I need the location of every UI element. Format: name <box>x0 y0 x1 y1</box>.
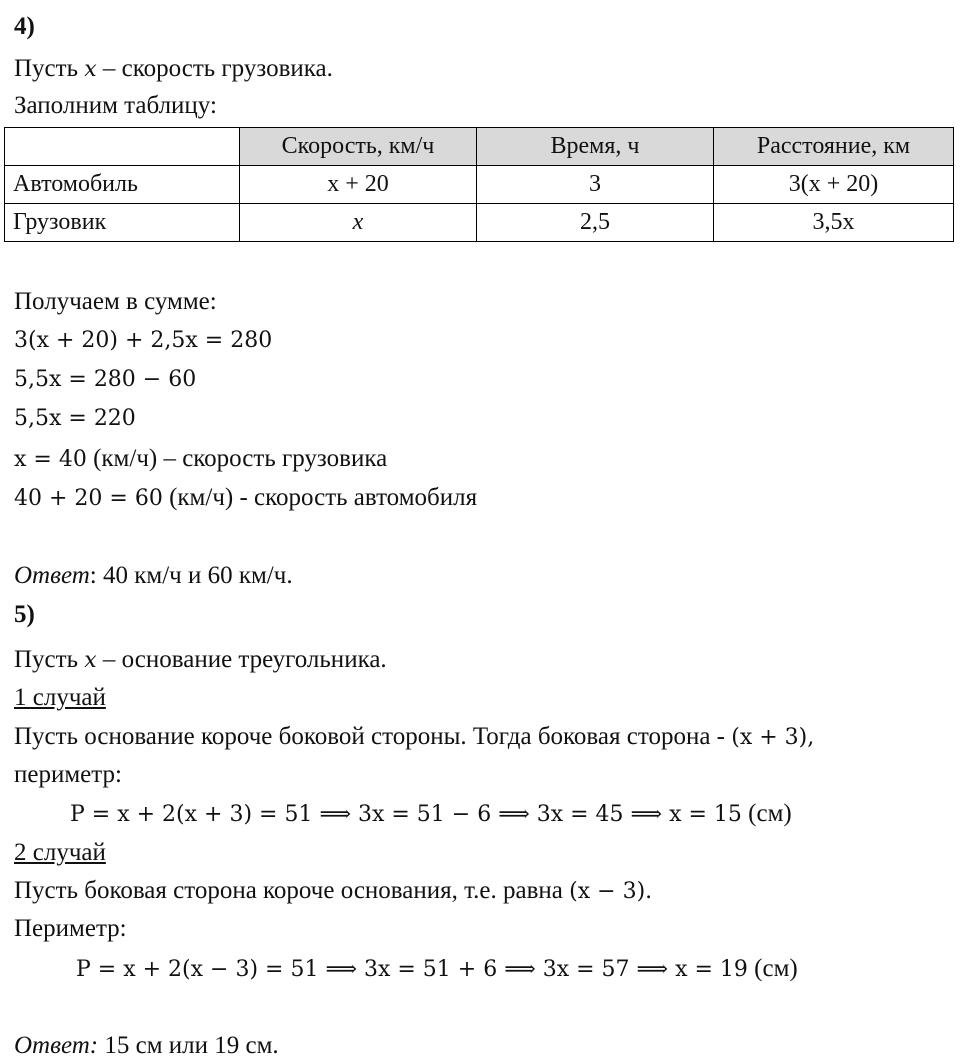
p5-case-1-expr: (x + 3), <box>731 725 815 750</box>
p5-answer-label: Ответ: <box>14 1032 99 1059</box>
p5-case-2-equation <box>76 954 798 985</box>
p5-case-1-unit: (см) <box>741 800 792 827</box>
problem-5-number: 5) <box>14 601 35 628</box>
p5-answer-text: 15 см или 19 см. <box>98 1032 279 1059</box>
problem-4-number: 4) <box>14 13 35 40</box>
table-header-cell <box>5 128 240 166</box>
p4-equation-5-text: (км/ч) - скорость автомобиля <box>162 484 478 511</box>
p4-let-statement <box>14 54 333 85</box>
p5-let-statement <box>14 645 387 676</box>
table-cell: Грузовик <box>5 204 240 242</box>
p4-fill-table-label: Заполним таблицу: <box>14 92 217 119</box>
p5-case-2-equation-math: P = x + 2(x − 3) = 51 ⟹ 3x = 51 + 6 ⟹ 3x = 57 ⟹ x = 19 <box>76 957 748 982</box>
speed-time-distance-table <box>4 127 954 242</box>
p5-case-2-title: 2 случай <box>14 839 106 866</box>
p4-answer-text: : 40 км/ч и 60 км/ч. <box>89 562 293 589</box>
table-cell: 3 <box>477 166 714 204</box>
table-header-cell: Время, ч <box>477 128 714 166</box>
p4-answer <box>14 561 293 591</box>
p5-case-2-unit: (см) <box>747 955 798 982</box>
p5-answer <box>14 1031 279 1061</box>
p5-case-1-equation-math: P = x + 2(x + 3) = 51 ⟹ 3x = 51 − 6 ⟹ 3x = 45 ⟹ x = 15 <box>70 802 742 827</box>
p4-equation-1: 3(x + 20) + 2,5x = 280 <box>14 328 273 353</box>
table-header-row <box>5 128 954 166</box>
p5-case-1-title: 1 случай <box>14 684 106 711</box>
p4-equation-4-math: x = 40 <box>14 447 87 472</box>
table-row <box>5 166 954 204</box>
table-cell: x + 20 <box>240 166 477 204</box>
p5-let-var: x <box>84 648 97 673</box>
p5-case-1-perimeter-label: периметр: <box>14 761 122 788</box>
p4-equation-4-text: (км/ч) – скорость грузовика <box>86 445 388 472</box>
p4-equation-3: 5,5x = 220 <box>14 406 136 431</box>
table-cell: 2,5 <box>477 204 714 242</box>
p4-equation-5 <box>14 483 477 514</box>
p5-case-1-sentence: Пусть основание короче боковой стороны. Тогда боковая сторона - <box>14 723 732 750</box>
table-cell: 3,5x <box>714 204 954 242</box>
p4-let-var: x <box>84 57 97 82</box>
p5-let-prefix: Пусть <box>14 646 85 673</box>
p5-let-suffix: – основание треугольника. <box>96 646 387 673</box>
p4-answer-label: Ответ <box>14 562 90 589</box>
p5-case-2-text <box>14 876 652 907</box>
table-row <box>5 204 954 242</box>
p4-sum-label: Получаем в сумме: <box>14 288 217 315</box>
table-header-cell: Расстояние, км <box>714 128 954 166</box>
p4-let-suffix: – скорость грузовика. <box>96 55 333 82</box>
table-cell: 3(x + 20) <box>714 166 954 204</box>
p4-let-prefix: Пусть <box>14 55 85 82</box>
p5-case-2-perimeter-label: Периметр: <box>14 915 127 942</box>
p5-case-1-equation <box>70 799 792 830</box>
p5-case-1-text <box>14 722 814 753</box>
p4-equation-5-math: 40 + 20 = 60 <box>14 486 163 511</box>
p4-equation-2: 5,5x = 280 − 60 <box>14 367 197 392</box>
table-header-cell: Скорость, км/ч <box>240 128 477 166</box>
p5-case-2-sentence: Пусть боковая сторона короче основания, т.е. равна <box>14 877 570 904</box>
p4-equation-4 <box>14 444 387 475</box>
table-cell: x <box>240 204 477 242</box>
p5-case-2-expr: (x − 3). <box>569 879 653 904</box>
table-cell: Автомобиль <box>5 166 240 204</box>
